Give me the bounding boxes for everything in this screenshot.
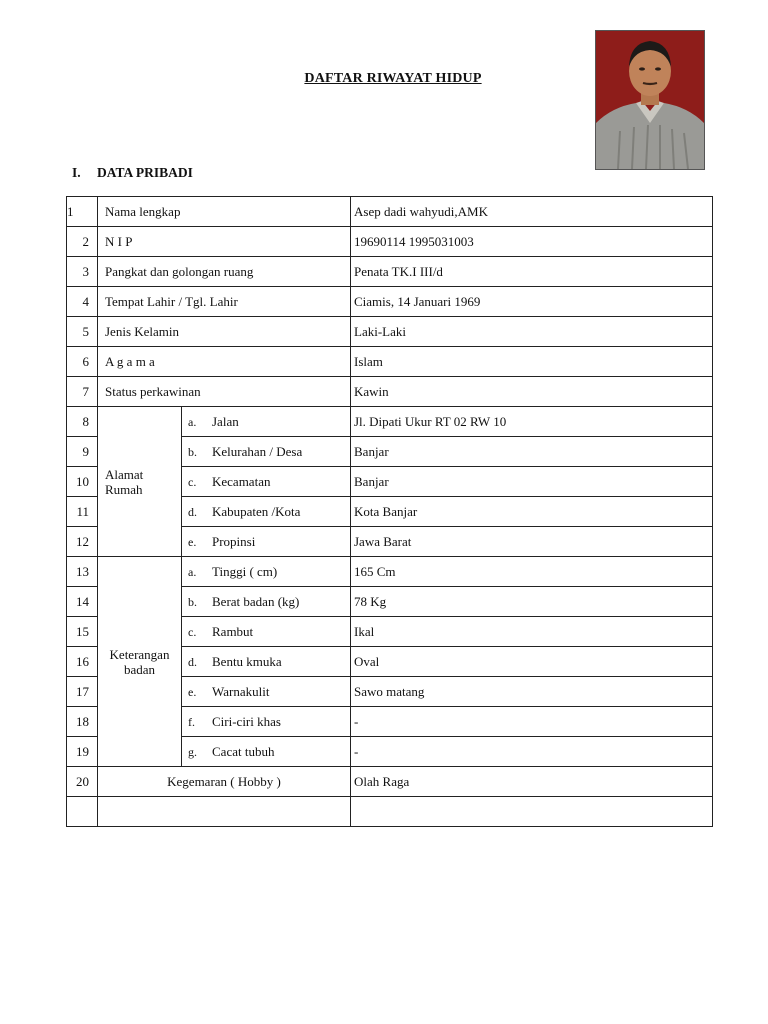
row-label xyxy=(182,557,351,587)
item-label: Ciri-ciri khas xyxy=(212,713,281,729)
item-label: Kelurahan / Desa xyxy=(212,443,303,459)
item-label: Tinggi ( cm) xyxy=(212,563,278,579)
item-label: Berat badan (kg) xyxy=(212,593,300,609)
row-label xyxy=(182,647,351,677)
item-letter: d. xyxy=(188,654,197,669)
item-label: Jalan xyxy=(212,413,239,429)
section-heading xyxy=(72,165,193,181)
row-label: Kegemaran ( Hobby ) xyxy=(98,767,351,797)
item-letter: a. xyxy=(188,414,197,429)
item-letter: g. xyxy=(188,744,197,759)
row-number: 16 xyxy=(67,647,98,677)
item-letter: f. xyxy=(188,714,195,729)
table-row xyxy=(67,347,713,377)
row-label xyxy=(182,587,351,617)
row-number: 5 xyxy=(67,317,98,347)
item-label: Bentu kmuka xyxy=(212,653,282,669)
table-row xyxy=(67,287,713,317)
row-number: 1 xyxy=(67,197,98,227)
row-value: Laki-Laki xyxy=(351,317,713,347)
row-number: 20 xyxy=(67,767,98,797)
row-value: Ciamis, 14 Januari 1969 xyxy=(351,287,713,317)
row-number: 8 xyxy=(67,407,98,437)
document-title: DAFTAR RIWAYAT HIDUP xyxy=(304,71,482,86)
row-number: 9 xyxy=(67,437,98,467)
group-label-keterangan-badan: Keterangan badan xyxy=(98,557,182,767)
row-label: Tempat Lahir / Tgl. Lahir xyxy=(98,287,351,317)
item-label: Warnakulit xyxy=(212,683,270,699)
row-number: 11 xyxy=(67,497,98,527)
row-label xyxy=(182,617,351,647)
row-value: Oval xyxy=(351,647,713,677)
row-label xyxy=(182,677,351,707)
row-value: 19690114 1995031003 xyxy=(351,227,713,257)
row-label: N I P xyxy=(98,227,351,257)
empty-cell xyxy=(98,797,351,827)
table-row xyxy=(67,407,713,437)
table-row xyxy=(67,257,713,287)
item-letter: e. xyxy=(188,684,197,699)
table-row xyxy=(67,377,713,407)
item-letter: c. xyxy=(188,624,197,639)
row-value: Kawin xyxy=(351,377,713,407)
row-number: 19 xyxy=(67,737,98,767)
item-label: Cacat tubuh xyxy=(212,743,275,759)
item-label: Propinsi xyxy=(212,533,256,549)
item-letter: b. xyxy=(188,594,197,609)
group-label-alamat-rumah: Alamat Rumah xyxy=(98,407,182,557)
empty-cell xyxy=(351,797,713,827)
row-number: 2 xyxy=(67,227,98,257)
row-number: 7 xyxy=(67,377,98,407)
row-number: 10 xyxy=(67,467,98,497)
row-value: Kota Banjar xyxy=(351,497,713,527)
item-label: Rambut xyxy=(212,623,254,639)
row-label: A g a m a xyxy=(98,347,351,377)
row-label: Jenis Kelamin xyxy=(98,317,351,347)
item-label: Kabupaten /Kota xyxy=(212,503,301,519)
person-photo-icon xyxy=(596,31,704,169)
table-row xyxy=(67,557,713,587)
table-row xyxy=(67,767,713,797)
empty-cell xyxy=(67,797,98,827)
row-number: 18 xyxy=(67,707,98,737)
row-value: Olah Raga xyxy=(351,767,713,797)
row-value: Ikal xyxy=(351,617,713,647)
row-label xyxy=(182,737,351,767)
row-number: 14 xyxy=(67,587,98,617)
row-value: Sawo matang xyxy=(351,677,713,707)
row-number: 12 xyxy=(67,527,98,557)
row-value: Islam xyxy=(351,347,713,377)
row-label xyxy=(182,437,351,467)
row-label xyxy=(182,527,351,557)
row-value: Banjar xyxy=(351,437,713,467)
row-value: Jawa Barat xyxy=(351,527,713,557)
table-row xyxy=(67,317,713,347)
section-title: DATA PRIBADI xyxy=(97,165,193,180)
profile-photo xyxy=(595,30,705,170)
row-value: 78 Kg xyxy=(351,587,713,617)
row-label xyxy=(182,407,351,437)
row-number: 15 xyxy=(67,617,98,647)
row-value: - xyxy=(351,737,713,767)
personal-data-table xyxy=(66,196,713,827)
table-row-empty xyxy=(67,797,713,827)
item-label: Kecamatan xyxy=(212,473,271,489)
row-number: 17 xyxy=(67,677,98,707)
row-number: 3 xyxy=(67,257,98,287)
item-letter: c. xyxy=(188,474,197,489)
row-label: Status perkawinan xyxy=(98,377,351,407)
row-value: - xyxy=(351,707,713,737)
table-row xyxy=(67,227,713,257)
item-letter: a. xyxy=(188,564,197,579)
item-letter: d. xyxy=(188,504,197,519)
item-letter: b. xyxy=(188,444,197,459)
row-label: Pangkat dan golongan ruang xyxy=(98,257,351,287)
row-number: 13 xyxy=(67,557,98,587)
row-number: 6 xyxy=(67,347,98,377)
table-row xyxy=(67,197,713,227)
row-label: Nama lengkap xyxy=(98,197,351,227)
row-value: Penata TK.I III/d xyxy=(351,257,713,287)
row-label xyxy=(182,707,351,737)
row-label xyxy=(182,467,351,497)
row-value: Banjar xyxy=(351,467,713,497)
row-value: Asep dadi wahyudi,AMK xyxy=(351,197,713,227)
row-label xyxy=(182,497,351,527)
row-value: Jl. Dipati Ukur RT 02 RW 10 xyxy=(351,407,713,437)
item-letter: e. xyxy=(188,534,197,549)
row-value: 165 Cm xyxy=(351,557,713,587)
section-number: I. xyxy=(72,165,81,180)
row-number: 4 xyxy=(67,287,98,317)
